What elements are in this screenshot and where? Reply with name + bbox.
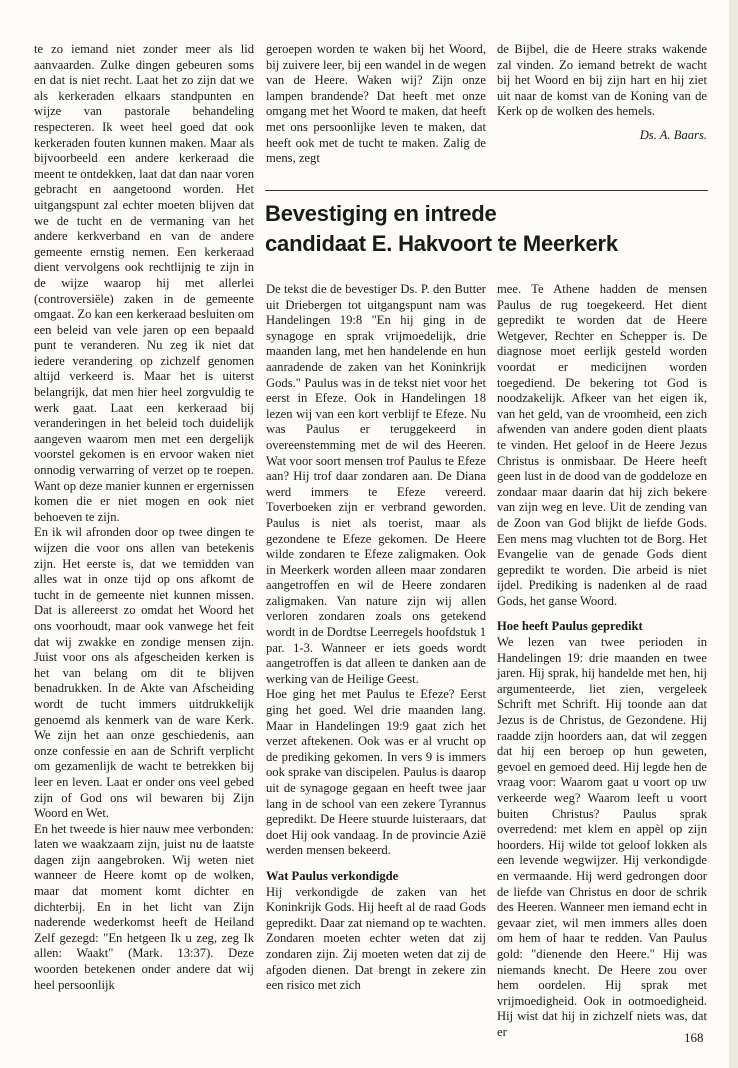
paragraph: En het tweede is hier nauw mee verbonden: laten we waakzaam zijn, juist nu de laatste dagen zijn aangebroken. Wij weten niet wanneer de Heere komt op de wolken, maar dat moment komt dichter en dichterbij. En in het licht van Zijn naderende wederkomst heeft de Heiland Zelf gezegd: "En hetgeen Ik u zeg, zeg Ik allen: Waakt" (Mark. 13:37). Deze woorden betekenen onder andere dat wij heel persoonlijk [34,821,254,992]
paragraph: geroepen worden te waken bij het Woord, bij zuivere leer, bij een wandel in de wegen van de Heere. Waken wij? Zijn onze lampen brandende? Dat heeft met onze omgang met het Woord te maken, dat heeft met ons persoonlijke leven te maken, dat heeft ook met de tucht te maken. Zalig de mens, zegt [266,42,486,166]
paragraph: We lezen van twee perioden in Handelingen 19: drie maanden en twee jaren. Hij sprak, hij handelde met hen, hij argumenteerde, liet zien, vergeleek Schrift met Schrift. Hij toonde aan dat Jezus is de Christus, de Gezondene. Hij raadde zijn hoorders aan, dat wil zeggen dat hij een beroep op hun geweten, gevoel en gemoed deed. Hij legde hen de vraag voor: Waarom gaat u voort op uw verkeerde weg? Waarom leeft u voort buiten Christus? Paulus sprak overredend: met klem en appèl op zijn hoorders. Hij wilde tot geloof lokken als een levende wegwijzer. Hij verkondigde en vermaande. Hij werd gedrongen door de liefde van Christus en door de schrik des Heeren. Wanneer men iemand echt in gevaar ziet, wil men immers alles doen om hem of haar te redden. Van Paulus gold: "dienende den Heere." Hij was niemands knecht. De Heere zou over hem oordelen. Hij sprak met vrijmoedigheid. Ook in ootmoedigheid. Hij wist dat hij in zichzelf niets was, dat er [497,635,707,1039]
article-title-line-1: Bevestiging en intrede [265,201,497,226]
page-edge [729,0,738,1068]
column-4 [266,282,486,994]
section-divider [265,190,708,191]
paragraph: En ik wil afronden door op twee dingen te wijzen die voor ons allen van betekenis zijn. Het eerste is, dat we temidden van alles wat in onze tijd op ons afkomt de tucht in de gemeente niet kunnen missen. Dat is allereerst zo omdat het Woord het ons voorhoudt, maar ook vanwege het feit dat wij zwakke en zondige mensen zijn. Juist voor ons als afgescheiden kerken is het van belang om dit te blijven benadrukken. In de Akte van Afscheiding wordt de tucht immers uitdrukkelijk genoemd als kenmerk van de ware Kerk. We zijn het aan onze geschiedenis, aan onze confessie en aan de Schrift verplicht om gezamenlijk de wacht te betrekken bij leer en leven. Laat er onder ons veel gebed zijn of God ons wil bewaren bij Zijn Woord en Wet. [34,525,254,821]
column-1 [34,42,254,993]
paragraph: Hoe ging het met Paulus te Efeze? Eerst ging het goed. Wel drie maanden lang. Maar in Handelingen 19:9 gaat zich het verzet aftekenen. Ook was er al vrucht op de prediking gekomen. In vers 9 is immers ook sprake van discipelen. Paulus is daarop uit de synagoge gegaan en heeft twee jaar lang in de school van een zekere Tyrannus gepredikt. De Heere stuurde luisteraars, dat doet Hij ook vandaag. In de provincie Azië werden mensen bekeerd. [266,687,486,858]
paragraph: Hij verkondigde de zaken van het Koninkrijk Gods. Hij heeft al de raad Gods gepredikt. Daar zat niemand op te wachten. Zondaren moeten echter weten dat zij zondaren zijn. Zij moeten weten dat zij de afgoden dienen. Dat brengt in zekere zin een risico met zich [266,884,486,993]
column-2 [266,42,486,167]
column-5 [497,282,707,1041]
paragraph: De tekst die de bevestiger Ds. P. den Butter uit Driebergen tot uitgangspunt nam was Handelingen 19:8 "En hij ging in de synagoge en sprak vrijmoedelijk, drie maanden lang, met hen handelende en hun aanradende de zaken van het Koninkrijk Gods." Paulus was in de tekst niet voor het eerst in Efeze. Ook in Handelingen 18 lezen wij van een kort verblijf te Efeze. Nu was Paulus er teruggekeerd in overeenstemming met de wil des Heeren. Wat voor soort mensen trof Paulus te Efeze aan? Hij trof daar zondaren aan. De Diana werd immers te Efeze vereerd. Toverboeken zijn er verbrand geworden. Paulus is niet als toerist, maar als gezondene te Efeze gekomen. De Heere wilde zondaren te Efeze zaligmaken. Ook in Meerkerk worden alleen maar zondaren aangetroffen en wil de Heere zondaren zaligmaken. Van nature zijn wij allen verloren zondaren zoals ons getekend wordt in de Dordtse Leerregels hoofdstuk 1 par. 1-3. Wanneer er iets goeds wordt aangetroffen is dat alleen te danken aan de werking van de Heilige Geest. [266,282,486,686]
article-title-line-2: candidaat E. Hakvoort te Meerkerk [265,231,618,256]
page-number: 168 [684,1030,704,1045]
article-title [265,199,715,259]
author-signature: Ds. A. Baars. [639,127,707,142]
subheading: Hoe heeft Paulus gepredikt [497,619,643,634]
paragraph: te zo iemand niet zonder meer als lid aanvaarden. Zulke dingen gebeuren soms en dat is niet recht. Laat het zo zijn dat we als kerkeraden elkaars standpunten en wijze van pastorale behandeling respecteren. Ik weet heel goed dat ook kerkeraden fouten kunnen maken. Maar als bijvoorbeeld een andere kerkeraad die meent te ontdekken, laat dat dan naar voren gebracht en aangetoond worden. Het uitgangspunt zal echter moeten blijven dat we de tucht en de vermaning van het andere kerkverband en van de andere gemeente ernstig nemen. Een kerkeraad dient vervolgens ook rechtlijnig te zijn in de wijze waarop hij met allerlei (controversiële) zaken in de gemeente omgaat. Zo kan een kerkeraad besluiten om een beleid van vele jaren op een bepaald punt te veranderen. Nu zeg ik niet dat iedere verandering op zichzelf genomen altijd verkeerd is. Maar het is uiterst belangrijk, dat men hier heel zorgvuldig te werk gaat. Laat een kerkeraad bij veranderingen in het beleid toch duidelijk aangeven waarom men met een dergelijk voorstel gekomen is en ervoor waken niet onnodig verwarring of verzet op te roepen. Want op deze manier kunnen er ergernissen komen die er niet mogen en ook niet behoeven te zijn. [34,42,254,524]
paragraph: de Bijbel, die de Heere straks wakende zal vinden. Zo iemand betrekt de wacht bij het Woord en bij zijn hart en hij ziet uit naar de komst van de Koning van de Kerk op de wolken des hemels. [497,42,707,119]
column-3 [497,42,707,144]
subheading: Wat Paulus verkondigde [266,868,399,883]
paragraph: mee. Te Athene hadden de mensen Paulus de rug toegekeerd. Het dient gepredikt te worden dat de Heere Wetgever, Rechter en Schepper is. De diagnose moet eerlijk gesteld worden voordat er medicijnen worden toegediend. De bekering tot God is noodzakelijk. Afkeer van het eigen ik, van het geld, van de vroomheid, een zich afwenden van andere goden dient plaats te vinden. Het geloof in de Heere Jezus Christus is onmisbaar. De Heere heeft geen lust in de dood van de goddeloze en zondaar maar daarin dat hij zich bekere van zijn weg en leve. Uit de zending van de Zoon van God blijkt de liefde Gods. Een mens mag vluchten tot de Borg. Het Evangelie van de genade Gods dient gepredikt te worden. Die arbeid is niet ijdel. Prediking is nadenken al de raad Gods, het ganse Woord. [497,282,707,608]
